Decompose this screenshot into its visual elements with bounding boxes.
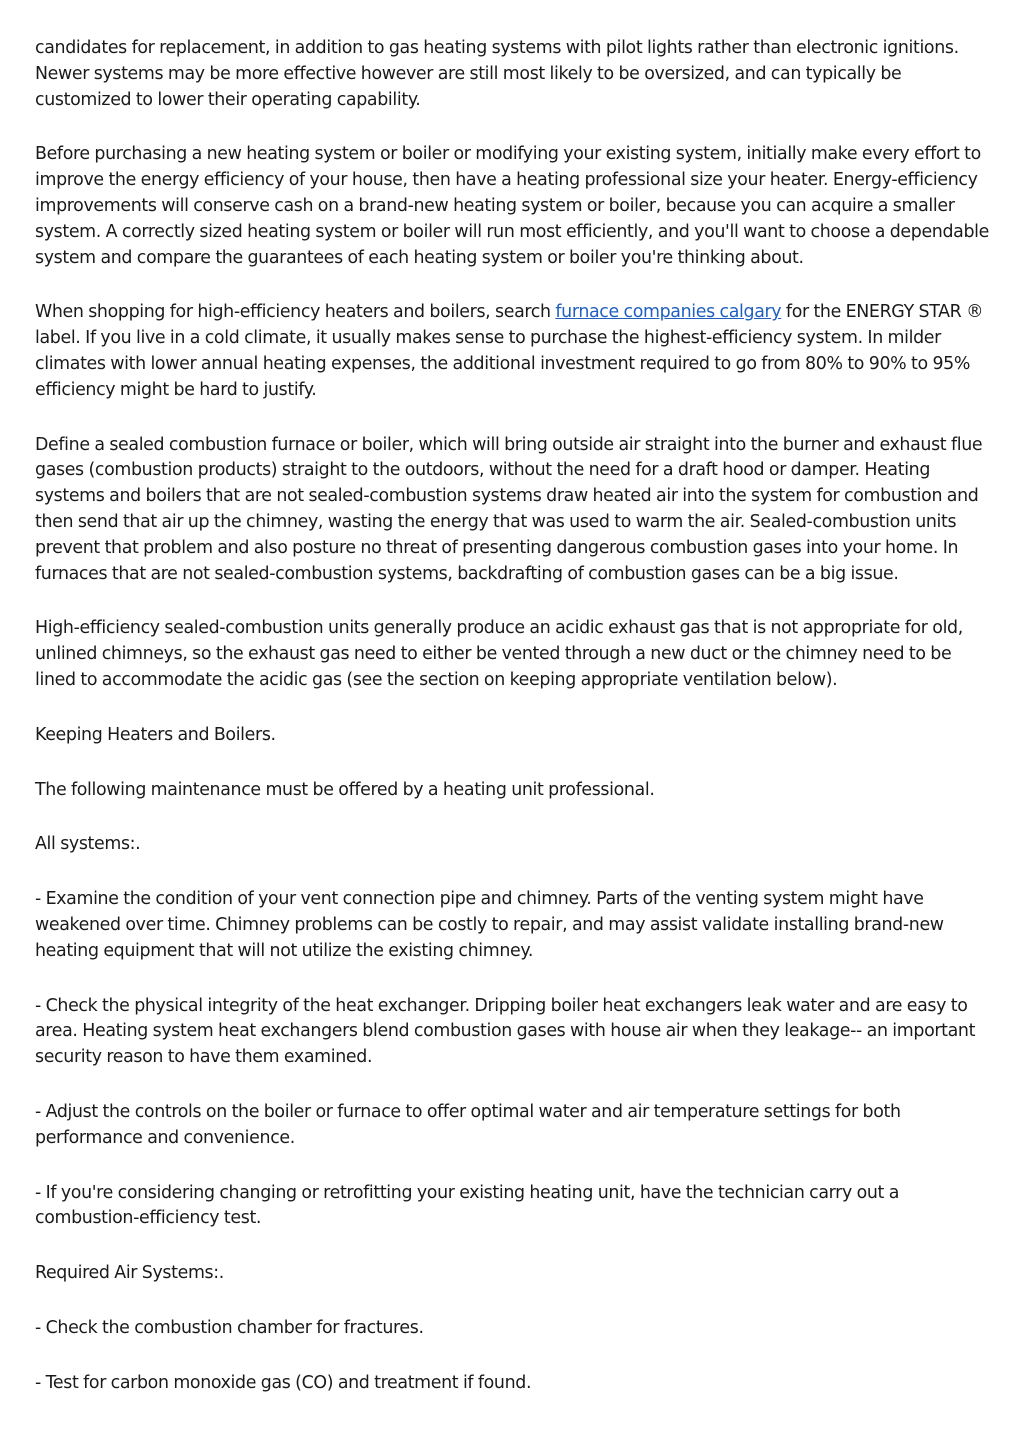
paragraph-energy-star — [35, 300, 995, 403]
list-item-efficiency-test: - If you're considering changing or retrofitting your existing heating unit, have the technician carry out a combustion-efficiency test. — [35, 1182, 900, 1229]
paragraph-energy-star-text-start: When shopping for high-efficiency heaters and boilers, search — [35, 302, 556, 323]
paragraph-before-purchasing: Before purchasing a new heating system or boiler or modifying your existing system, initially make every effort to improve the energy efficiency of your house, then have a heating professional size your heater. Energy-efficiency improvements will conserve cash on a brand-new heating system or boiler, because you can acquire a smaller system. A correctly sized heating system or boiler will run most efficiently, and you'll want to choose a dependable system and compare the guarantees of each heating system or boiler you're thinking about. — [35, 144, 989, 268]
paragraph-acidic-exhaust: High-efficiency sealed-combustion units generally produce an acidic exhaust gas that is not appropriate for old, unlined chimneys, so the exhaust gas need to either be vented through a new duct or the chimney need to be lined to accommodate the acidic gas (see the section on keeping appropriate ventilation below). — [35, 618, 963, 690]
list-item-heat-exchanger: - Check the physical integrity of the heat exchanger. Dripping boiler heat exchangers leak water and are easy to area. Heating system heat exchangers blend combustion gases with house air when they leakage-- an important security reason to have them examined. — [35, 995, 976, 1068]
furnace-companies-link[interactable]: furnace companies calgary — [555, 302, 782, 323]
paragraph-energy-star-text-end: for the ENERGY STAR ® label. If you live in a cold climate, it usually makes sense to purchase the highest-efficiency system. In milder climates with lower annual heating expenses, the additional investment required to go from 80% to 90% to 95% efficiency might be hard to justify. — [35, 302, 984, 400]
document-body — [35, 36, 995, 1425]
subheading-all-systems: All systems:. — [35, 834, 141, 855]
list-item-carbon-monoxide: - Test for carbon monoxide gas (CO) and treatment if found. — [35, 1372, 532, 1393]
paragraph-sealed-combustion: Define a sealed combustion furnace or boiler, which will bring outside air straight into the burner and exhaust flue gases (combustion products) straight to the outdoors, without the need for a draft hood or damper. Heating systems and boilers that are not sealed-combustion systems draw heated air into the system for combustion and then send that air up the chimney, wasting the energy that was used to warm the air. Sealed-combustion units prevent that problem and also posture no threat of presenting dangerous combustion gases into your home. In furnaces that are not sealed-combustion systems, backdrafting of combustion gases can be a big issue. — [35, 434, 983, 584]
list-item-adjust-controls: - Adjust the controls on the boiler or furnace to offer optimal water and air temperature settings for both performance and convenience. — [35, 1101, 901, 1148]
section-heading-maintenance: Keeping Heaters and Boilers. — [35, 724, 276, 745]
list-item-vent-chimney: - Examine the condition of your vent connection pipe and chimney. Parts of the venting system might have weakened over time. Chimney problems can be costly to repair, and may assist validate installing brand-new heating equipment that will not utilize the existing chimney. — [35, 889, 944, 961]
paragraph-replacement-candidates: candidates for replacement, in addition to gas heating systems with pilot lights rather than electronic ignitions. Newer systems may be more effective however are still most likely to be oversized, and can typically be customized to lower their operating capability. — [35, 38, 959, 110]
list-item-combustion-chamber: - Check the combustion chamber for fractures. — [35, 1317, 424, 1338]
paragraph-maintenance-intro: The following maintenance must be offered by a heating unit professional. — [35, 779, 655, 800]
subheading-forced-air: Required Air Systems:. — [35, 1263, 224, 1284]
